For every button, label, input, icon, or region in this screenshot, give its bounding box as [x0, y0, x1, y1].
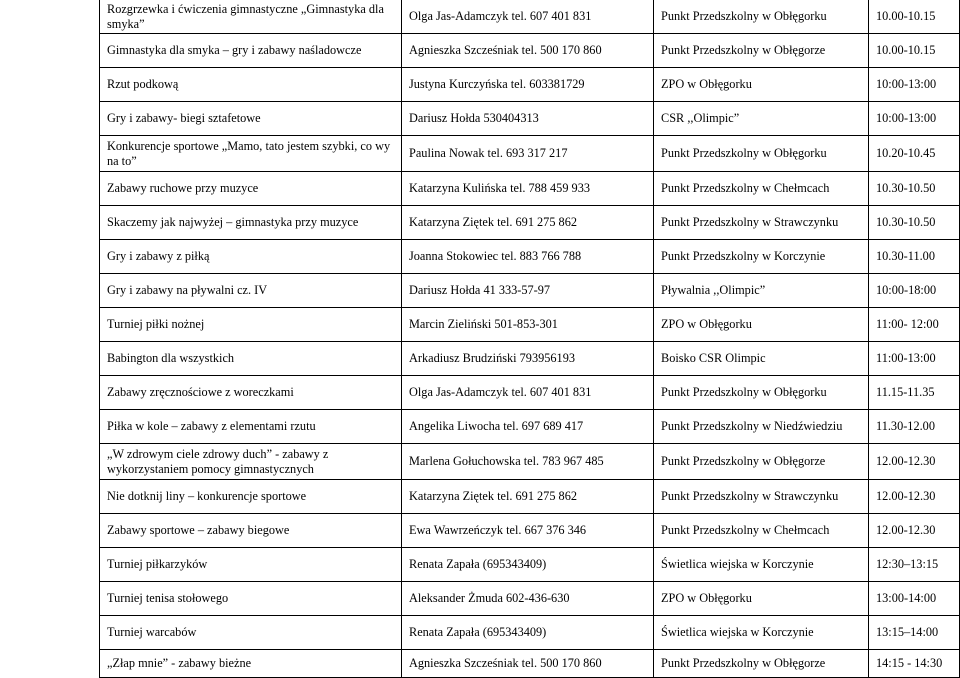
location-cell: Świetlica wiejska w Korczynie: [654, 548, 869, 582]
contact-cell: Marlena Gołuchowska tel. 783 967 485: [402, 444, 654, 480]
activity-cell: Turniej warcabów: [100, 616, 402, 650]
time-cell: 11.30-12.00: [869, 410, 960, 444]
activity-cell: Skaczemy jak najwyżej – gimnastyka przy muzyce: [100, 206, 402, 240]
table-row: [100, 136, 960, 172]
table-row: [100, 34, 960, 68]
table-row: [100, 582, 960, 616]
activity-cell: Rzut podkową: [100, 68, 402, 102]
location-cell: Punkt Przedszkolny w Obłęgorku: [654, 376, 869, 410]
activity-cell: Babington dla wszystkich: [100, 342, 402, 376]
time-cell: 10.00-10.15: [869, 0, 960, 34]
time-cell: 10.00-10.15: [869, 34, 960, 68]
activity-cell: Zabawy sportowe – zabawy biegowe: [100, 514, 402, 548]
activity-cell: Zabawy zręcznościowe z woreczkami: [100, 376, 402, 410]
activity-cell: Piłka w kole – zabawy z elementami rzutu: [100, 410, 402, 444]
activity-cell: Gry i zabawy- biegi sztafetowe: [100, 102, 402, 136]
table-row: [100, 410, 960, 444]
activity-cell: Zabawy ruchowe przy muzyce: [100, 172, 402, 206]
location-cell: Punkt Przedszkolny w Niedźwiedziu: [654, 410, 869, 444]
table-row: [100, 102, 960, 136]
time-cell: 10.20-10.45: [869, 136, 960, 172]
time-cell: 12.00-12.30: [869, 444, 960, 480]
contact-cell: Ewa Wawrzeńczyk tel. 667 376 346: [402, 514, 654, 548]
contact-cell: Renata Zapała (695343409): [402, 616, 654, 650]
schedule-body: [100, 0, 960, 678]
contact-cell: Aleksander Żmuda 602-436-630: [402, 582, 654, 616]
activity-cell: Konkurencje sportowe „Mamo, tato jestem szybki, co wy na to”: [100, 136, 402, 172]
activity-cell: Rozgrzewka i ćwiczenia gimnastyczne „Gimnastyka dla smyka”: [100, 0, 402, 34]
table-row: [100, 444, 960, 480]
time-cell: 14:15 - 14:30: [869, 650, 960, 678]
location-cell: Punkt Przedszkolny w Obłęgorze: [654, 34, 869, 68]
location-cell: Punkt Przedszkolny w Obłęgorze: [654, 444, 869, 480]
table-row: [100, 172, 960, 206]
location-cell: Punkt Przedszkolny w Chełmcach: [654, 172, 869, 206]
activity-cell: Nie dotknij liny – konkurencje sportowe: [100, 480, 402, 514]
contact-cell: Angelika Liwocha tel. 697 689 417: [402, 410, 654, 444]
contact-cell: Katarzyna Ziętek tel. 691 275 862: [402, 480, 654, 514]
time-cell: 10:00-13:00: [869, 102, 960, 136]
contact-cell: Olga Jas-Adamczyk tel. 607 401 831: [402, 376, 654, 410]
time-cell: 10.30-10.50: [869, 206, 960, 240]
contact-cell: Katarzyna Kulińska tel. 788 459 933: [402, 172, 654, 206]
location-cell: Punkt Przedszkolny w Obłęgorze: [654, 650, 869, 678]
contact-cell: Marcin Zieliński 501-853-301: [402, 308, 654, 342]
table-row: [100, 342, 960, 376]
location-cell: Punkt Przedszkolny w Obłęgorku: [654, 0, 869, 34]
time-cell: 11:00- 12:00: [869, 308, 960, 342]
time-cell: 10.30-10.50: [869, 172, 960, 206]
time-cell: 11:00-13:00: [869, 342, 960, 376]
activity-cell: Gry i zabawy na pływalni cz. IV: [100, 274, 402, 308]
contact-cell: Katarzyna Ziętek tel. 691 275 862: [402, 206, 654, 240]
activity-cell: Turniej piłkarzyków: [100, 548, 402, 582]
time-cell: 10:00-13:00: [869, 68, 960, 102]
location-cell: Punkt Przedszkolny w Strawczynku: [654, 480, 869, 514]
contact-cell: Arkadiusz Brudziński 793956193: [402, 342, 654, 376]
location-cell: Punkt Przedszkolny w Chełmcach: [654, 514, 869, 548]
contact-cell: Dariusz Hołda 530404313: [402, 102, 654, 136]
time-cell: 13:15–14:00: [869, 616, 960, 650]
time-cell: 13:00-14:00: [869, 582, 960, 616]
table-row: [100, 480, 960, 514]
table-row: [100, 274, 960, 308]
table-row: [100, 0, 960, 34]
time-cell: 10:00-18:00: [869, 274, 960, 308]
table-row: [100, 514, 960, 548]
activity-cell: Turniej piłki nożnej: [100, 308, 402, 342]
contact-cell: Paulina Nowak tel. 693 317 217: [402, 136, 654, 172]
contact-cell: Agnieszka Szcześniak tel. 500 170 860: [402, 650, 654, 678]
activity-cell: „W zdrowym ciele zdrowy duch” - zabawy z wykorzystaniem pomocy gimnastycznych: [100, 444, 402, 480]
location-cell: ZPO w Obłęgorku: [654, 582, 869, 616]
time-cell: 11.15-11.35: [869, 376, 960, 410]
contact-cell: Olga Jas-Adamczyk tel. 607 401 831: [402, 0, 654, 34]
location-cell: ZPO w Obłęgorku: [654, 308, 869, 342]
table-row: [100, 308, 960, 342]
activity-cell: Gry i zabawy z piłką: [100, 240, 402, 274]
table-row: [100, 68, 960, 102]
location-cell: Boisko CSR Olimpic: [654, 342, 869, 376]
time-cell: 12.00-12.30: [869, 480, 960, 514]
contact-cell: Justyna Kurczyńska tel. 603381729: [402, 68, 654, 102]
location-cell: Punkt Przedszkolny w Korczynie: [654, 240, 869, 274]
contact-cell: Dariusz Hołda 41 333-57-97: [402, 274, 654, 308]
time-cell: 12.00-12.30: [869, 514, 960, 548]
schedule-table: [99, 0, 960, 678]
table-row: [100, 240, 960, 274]
location-cell: Świetlica wiejska w Korczynie: [654, 616, 869, 650]
activity-cell: Turniej tenisa stołowego: [100, 582, 402, 616]
table-row: [100, 548, 960, 582]
contact-cell: Renata Zapała (695343409): [402, 548, 654, 582]
contact-cell: Joanna Stokowiec tel. 883 766 788: [402, 240, 654, 274]
location-cell: CSR ,,Olimpic”: [654, 102, 869, 136]
location-cell: Punkt Przedszkolny w Strawczynku: [654, 206, 869, 240]
time-cell: 10.30-11.00: [869, 240, 960, 274]
contact-cell: Agnieszka Szcześniak tel. 500 170 860: [402, 34, 654, 68]
table-row: [100, 650, 960, 678]
table-row: [100, 376, 960, 410]
activity-cell: „Złap mnie” - zabawy bieżne: [100, 650, 402, 678]
location-cell: ZPO w Obłęgorku: [654, 68, 869, 102]
activity-cell: Gimnastyka dla smyka – gry i zabawy naśladowcze: [100, 34, 402, 68]
time-cell: 12:30–13:15: [869, 548, 960, 582]
table-row: [100, 206, 960, 240]
location-cell: Punkt Przedszkolny w Obłęgorku: [654, 136, 869, 172]
table-row: [100, 616, 960, 650]
location-cell: Pływalnia ,,Olimpic”: [654, 274, 869, 308]
